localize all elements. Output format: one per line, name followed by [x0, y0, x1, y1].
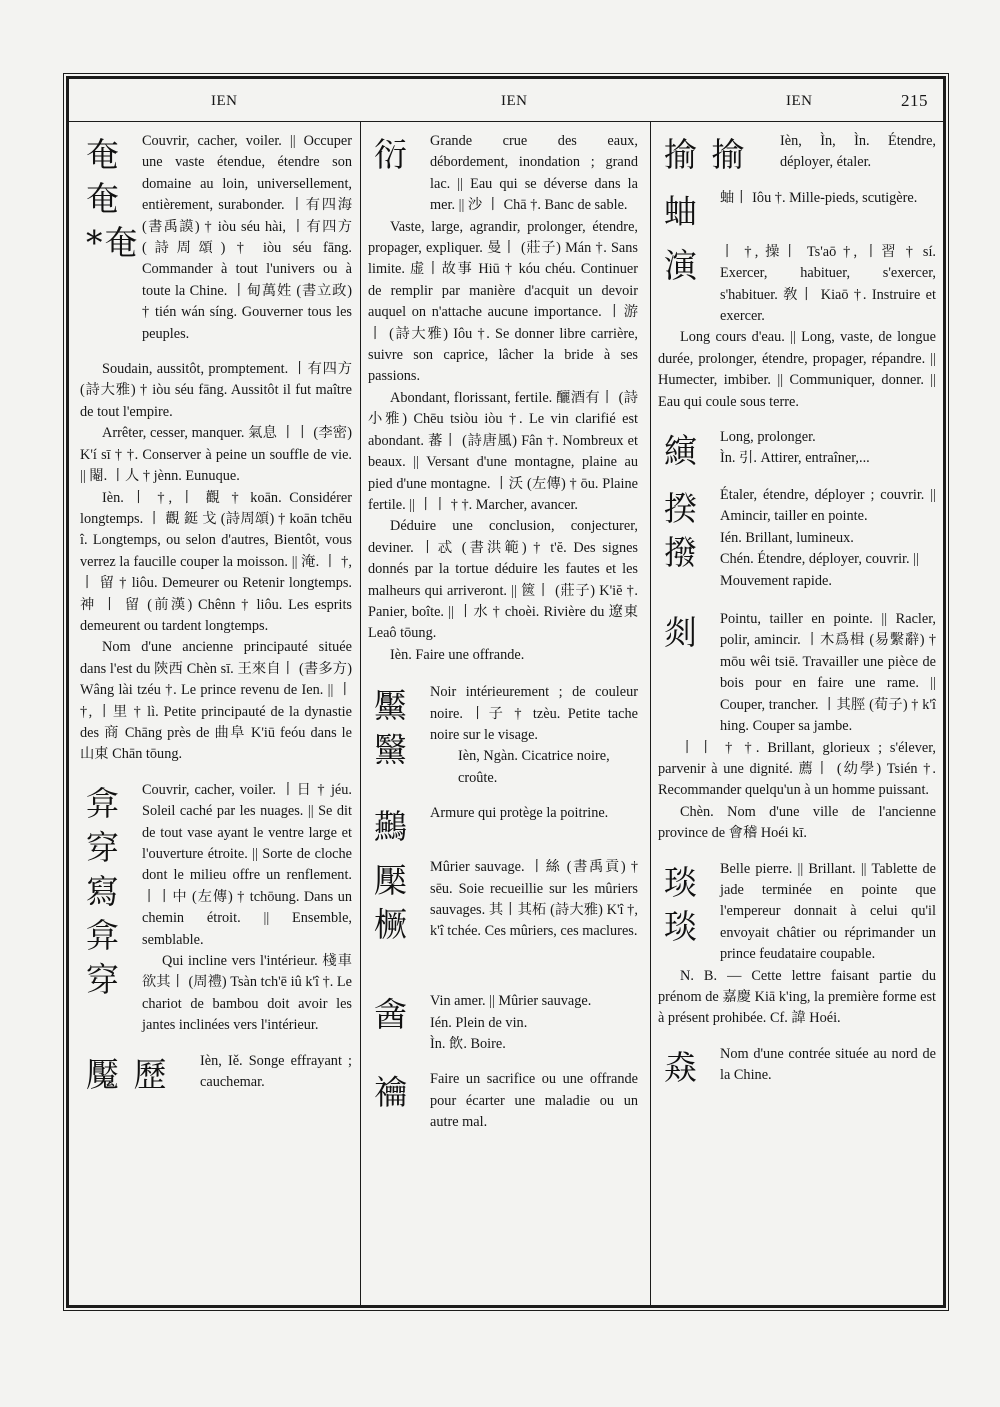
running-header — [66, 76, 946, 122]
dictionary-entry — [80, 780, 352, 1037]
entry-definition: 丨 †, 操丨 Ts'aō †, 丨習 † sí. Exercer, habituer, s'exercer, s'habituer. 敎丨 Kiaō †. Instruire et exercer. — [720, 243, 936, 325]
dictionary-entry — [658, 188, 936, 231]
entry-definition: Pointu, tailler en pointe. || Racler, polir, amincir. 丨木爲楫 (易繫辭) † mōu wêi tsiē. Travailler une pièce de bois pour en faire une rame. || Couper, trancher. 丨其脛 (荀子) † k'î hing. Couper sa jambe. — [720, 611, 936, 735]
header-right-word: IEN — [786, 93, 813, 109]
entry-definition: Ièn, Iě. Songe effrayant ; cauchemar. — [200, 1052, 352, 1091]
dictionary-entry — [368, 682, 638, 789]
entry-subsense: Ién. Plein de vin. — [430, 1014, 528, 1031]
headword-characters: 琰 琰 — [664, 862, 699, 946]
headword-characters: 演 — [664, 245, 699, 285]
entry-subsense: Ièn, Ngàn. Cicatrice noire, croûte. — [458, 748, 610, 786]
dictionary-entry — [658, 859, 936, 966]
entry-paragraph: Nom d'une ancienne principauté située dans l'est du 陝西 Chèn sī. 王來自丨 (書多方) Wâng lài tzéu †. Le prince revenu de Ien. || 丨 †, 丨里 † lì. Petite principauté de la dynastie des 商 Chāng près de 曲阜 K'iū feóu dans le 山東 Chān tōung. — [80, 639, 352, 763]
entry-subsense: Ìn. 引. Attirer, entraîner,... — [720, 450, 870, 467]
headword-characters: 黶 黳 — [374, 686, 409, 770]
entry-paragraph: 丨丨 † †. Brillant, glorieux ; s'élever, parvenir à une dignité. 薦丨 (幼學) Tsién †. Recommander quelqu'un à un homme puissant. — [658, 739, 936, 799]
headword-characters: 揆 撥 — [664, 489, 699, 573]
entry-paragraph: Ièn. Faire une offrande. — [390, 646, 525, 663]
headword-characters: 䴏 — [374, 807, 409, 847]
dictionary-entry — [80, 131, 352, 345]
headword-characters: 檿 橛 — [374, 861, 409, 945]
entry-definition: Long, prolonger. — [720, 429, 816, 446]
headword-characters: 縯 — [664, 431, 699, 471]
headword-characters: 弇 穿 寫 弇 穿 — [86, 783, 121, 999]
dictionary-entry — [368, 803, 638, 847]
dictionary-entry — [658, 242, 936, 328]
entry-paragraph: N. B. — Cette lettre faisant partie du prénom de 嘉慶 Kiā k'ing, la première forme est à présent prohibée. Cf. 諱 Hoéi. — [658, 967, 936, 1027]
entry-definition: 蚰丨 Iôu †. Mille-pieds, scutigère. — [720, 189, 918, 206]
headword-characters: 揄 揄 — [664, 135, 747, 174]
entry-paragraph: Ièn. 丨 †, 丨 觀 † koān. Considérer longtemps. 丨 觀 鋌 戈 (詩周頌) † koān tchēu î. Longtemps, ou selon d'autres, Bientôt, vous verrez la faucille couper la moisson. || 淹. 丨 †, 丨 留 † liôu. Demeurer ou Retenir longtemps. 神 丨 留 (前漢) Chênn † liôu. Les esprits demeurent ou tardent longtemps. — [80, 489, 352, 634]
dictionary-entry — [658, 485, 936, 595]
column-rule-2 — [650, 122, 651, 1308]
dictionary-entry — [368, 991, 638, 1055]
headword-characters: 酓 — [374, 995, 409, 1035]
column-middle — [368, 131, 638, 1301]
entry-definition: Belle pierre. || Brillant. || Tablette de jade terminée en pointe que l'empereur donnait à celui qu'il envoyait châtier ou réprimander un prince feudataire coupable. — [720, 860, 936, 963]
entry-paragraph: Long cours d'eau. || Long, vaste, de longue durée, prolonger, étendre, propager, répandre. || Humecter, imbiber. || Communiquer, donner. || Eau qui coule sous terre. — [658, 329, 936, 410]
entry-paragraph: Abondant, florissant, fertile. 釃酒有丨 (詩小雅) Chēu tsiòu iòu †. Le vin clarifié est abondant. 蕃丨 (詩唐風) Fân †. Nombreux et beaux. || Versant d'une montagne, plaine au pied d'une montagne. 丨沃 (左傳) † ōu. Plaine fertile. || 丨丨 † †. Marcher, avancer. — [368, 389, 638, 513]
entry-paragraph: Soudain, aussitôt, promptement. 丨有四方 (詩大雅) † iòu séu fāng. Aussitôt il fut maître de tout l'empire. — [80, 361, 352, 420]
entry-definition: Grande crue des eaux, débordement, inondation ; grand lac. || Eau qui se déverse dans la mer. || 沙 丨 Chā †. Banc de sable. — [430, 133, 638, 214]
entry-paragraph: Vaste, large, agrandir, prolonger, étendre, propager, expliquer. 曼丨 (莊子) Mán †. Sans limite. 虚丨故事 Hiū † kóu chéu. Continuer de remplir par manière d'acquit un devoir auquel on n'attache aucune importance. 丨游丨 (詩大雅) Iôu †. Se donner libre carrière, suivre son caprice, lâcher la bride à ses passions. — [368, 218, 638, 385]
entry-definition: Faire un sacrifice ou une offrande pour écarter une maladie ou un autre mal. — [430, 1071, 638, 1131]
entry-subsense: Ìn. 飲. Boire. — [430, 1036, 506, 1052]
entry-definition: Couvrir, cacher, voiler. || Occuper une vaste étendue, étendre son domaine au loin, universellement, entièrement, surabonder. 丨有四海 (書禹謨) † iòu séu hài, 丨有四方 (詩周頌) † iòu séu fāng. Commander à tout l'univers ou à toute la Chine. 丨甸萬姓 (書立政) † tién wán síng. Gouverner tous les peuples. — [142, 133, 352, 342]
entry-definition: Couvrir, cacher, voiler. 丨日 † jéu. Soleil caché par les nuages. || Se dit de tout vase ayant le ventre large et l'ouverture étroite. || Sorte de cloche dont le milieu offre un renflement. 丨丨中 (左傳) † tchōung. Dans un chemin étroit. || Ensemble, semblable. — [142, 781, 352, 948]
dictionary-entry — [368, 857, 638, 977]
dictionary-entry — [658, 1044, 936, 1087]
entry-paragraph: Qui incline vers l'intérieur. 棧車欲其丨 (周禮) Tsàn tch'ē iû k'î †. Le chariot de bambou doit avoir les jantes inclinées vers l'intérieur. — [142, 953, 352, 1034]
entry-definition: Étaler, étendre, déployer ; couvrir. || Amincir, tailler en pointe. — [720, 487, 936, 525]
column-rule-1 — [360, 122, 361, 1308]
entry-paragraph: Arrêter, cesser, manquer. 氣息 丨丨 (李密) K'í sī † †. Conserver à peine un souffle de vie. || 閹. 丨人 † jènn. Eunuque. — [80, 425, 352, 485]
header-center-word: IEN — [501, 93, 528, 109]
entry-definition: Noir intérieurement ; de couleur noire. 丨子 † tzèu. Petite tache noire sur le visage. — [430, 684, 638, 743]
dictionary-entry — [80, 1051, 352, 1094]
entry-paragraph: Chèn. Nom d'une ville de l'ancienne province de 會稽 Hoéi kī. — [658, 803, 936, 842]
headword-characters: 猋 — [664, 1047, 699, 1087]
dictionary-entry — [658, 427, 936, 471]
entry-definition: Vin amer. || Mûrier sauvage. — [430, 993, 592, 1010]
entry-definition: Armure qui protège la poitrine. — [430, 805, 609, 822]
entry-definition: Nom d'une contrée située au nord de la Chine. — [720, 1045, 936, 1084]
entry-definition: Ièn, Ìn, Ìn. Étendre, déployer, étaler. — [780, 133, 936, 171]
entry-subsense: Ién. Brillant, lumineux. — [720, 529, 854, 546]
entry-subsense: Chén. Étendre, déployer, couvrir. || Mouvement rapide. — [720, 551, 919, 589]
column-right — [658, 131, 936, 1301]
headword-characters: 剡 — [664, 613, 699, 653]
dictionary-entry — [658, 609, 936, 737]
headword-characters: 蚰 — [664, 191, 699, 231]
entry-paragraph: Déduire une conclusion, conjecturer, deviner. 丨忒 (書洪範) † t'ĕ. Des signes donnés par la tortue déduire les fautes et les malheurs qui arriveront. || 篋丨 (莊子) K'iĕ †. Panier, boîte. || 丨水 † choèi. Rivière du 遼東 Leaô tōung. — [368, 518, 638, 642]
header-left-word: IEN — [211, 93, 238, 109]
column-left — [80, 131, 352, 1301]
headword-characters: 魘 歷 — [86, 1054, 169, 1094]
page-number: 215 — [901, 91, 928, 110]
dictionary-entry — [368, 1069, 638, 1133]
entry-definition: Mûrier sauvage. 丨絲 (書禹貢) † sēu. Soie recueillie sur les mûriers sauvages. 其丨其柘 (詩大雅) K'î †, k'î tchée. Ces mûriers, ces maclures. — [430, 859, 638, 940]
headword-characters: 衍 — [374, 135, 409, 174]
dictionary-entry — [658, 131, 936, 174]
dictionary-entry — [368, 131, 638, 217]
headword-characters: 禴 — [374, 1073, 409, 1113]
headword-characters: 奄 奄 *奄 — [86, 135, 140, 262]
